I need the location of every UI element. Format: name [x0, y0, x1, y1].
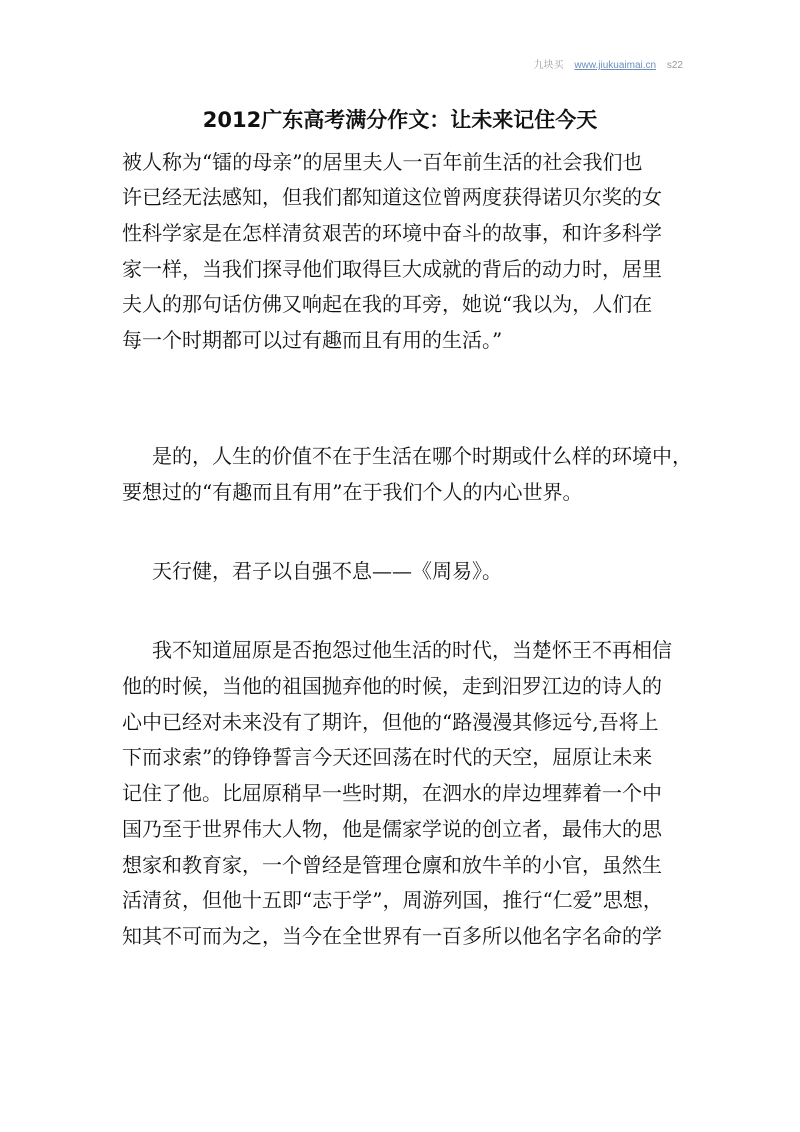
text-line: 要想过的“有趣而且有用”在于我们个人的内心世界。: [122, 480, 583, 504]
document-title: 2012广东高考满分作文：让未来记住今天: [202, 108, 598, 132]
header-site-link[interactable]: www.jiukuaimai.cn: [574, 60, 657, 71]
text-line: 每一个时期都可以过有趣而且有用的生活。”: [122, 328, 503, 352]
page-header: [0, 56, 683, 71]
text-line: 记住了他。比屈原稍早一些时期，在泗水的岸边埋葬着一个中: [122, 781, 662, 805]
text-line: 性科学家是在怎样清贫艰苦的环境中奋斗的故事，和许多科学: [122, 221, 662, 245]
text-line: 我不知道屈原是否抱怨过他生活的时代，当楚怀王不再相信: [152, 638, 672, 662]
text-line: 知其不可而为之，当今在全世界有一百多所以他名字名命的学: [122, 924, 662, 948]
text-line: 被人称为“镭的母亲”的居里夫人一百年前生活的社会我们也: [122, 150, 643, 174]
text-line: 下而求索”的铮铮誓言今天还回荡在时代的天空，屈原让未来: [122, 745, 653, 769]
text-line: 夫人的那句话仿佛又响起在我的耳旁，她说“我以为，人们在: [122, 292, 653, 316]
text-line: 想家和教育家，一个曾经是管理仓廪和放牛羊的小官，虽然生: [122, 853, 662, 877]
text-line: 他的时候，当他的祖国抛弃他的时候，走到汨罗江边的诗人的: [122, 674, 662, 698]
text-line: 是的，人生的价值不在于生活在哪个时期或什么样的环境中，: [152, 444, 692, 468]
text-line: 国乃至于世界伟大人物，他是儒家学说的创立者，最伟大的思: [122, 817, 662, 841]
header-page-code: s22: [666, 60, 683, 71]
text-line: 活清贫，但他十五即“志于学”，周游列国，推行“仁爱”思想，: [122, 888, 663, 912]
text-line: 天行健，君子以自强不息——《周易》。: [152, 559, 502, 583]
header-brand: 九块买: [533, 60, 564, 71]
text-line: 心中已经对未来没有了期许，但他的“路漫漫其修远兮,吾将上: [122, 710, 659, 734]
text-line: 家一样，当我们探寻他们取得巨大成就的背后的动力时，居里: [122, 257, 662, 281]
text-line: 许已经无法感知，但我们都知道这位曾两度获得诺贝尔奖的女: [122, 185, 662, 209]
